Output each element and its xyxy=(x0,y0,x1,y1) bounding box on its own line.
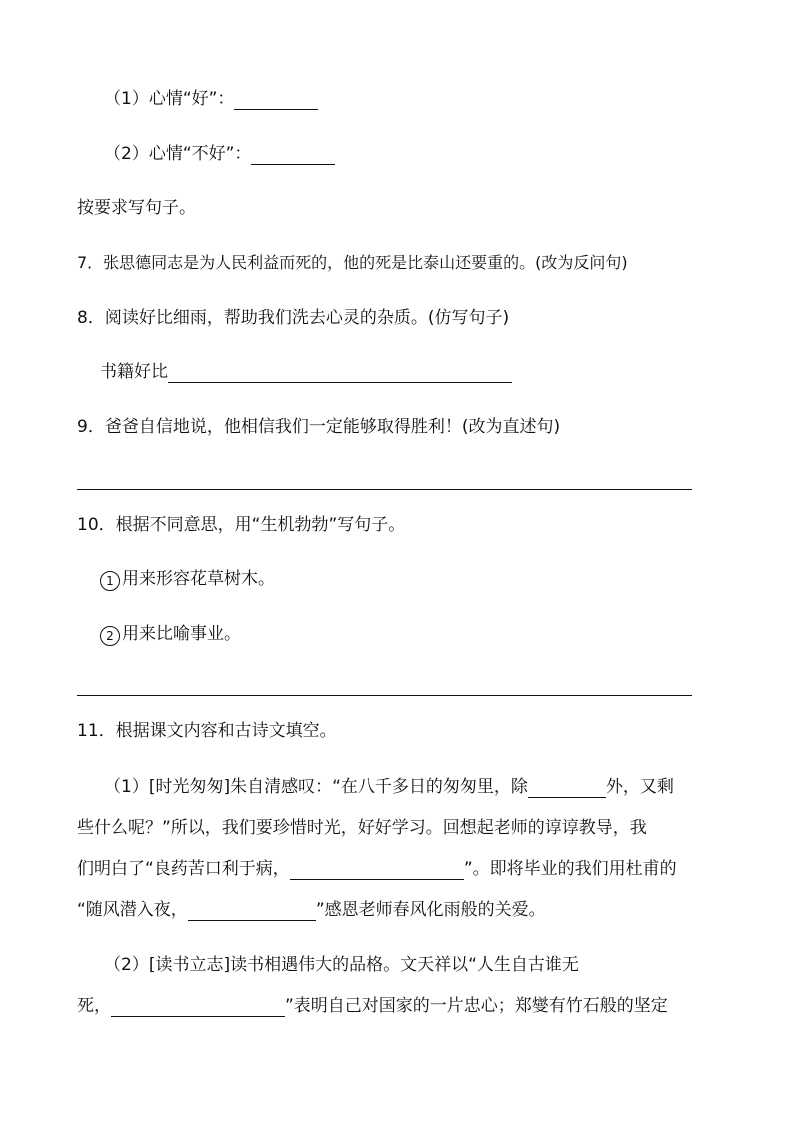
q6-item-2-blank[interactable] xyxy=(251,146,335,165)
section-title: 按要求写句子。 xyxy=(77,198,196,218)
q10-option-1 xyxy=(100,568,275,591)
q8-answer-blank[interactable] xyxy=(168,364,512,383)
q10-option-2-text: 用来比喻事业。 xyxy=(122,624,241,644)
q6-item-1-blank[interactable] xyxy=(234,91,318,110)
q11-part2-line2 xyxy=(77,995,668,1017)
question-11: 11．根据课文内容和古诗文填空。 xyxy=(77,721,337,741)
q9-answer-line[interactable] xyxy=(77,489,692,490)
q11-p2-l2a: 死， xyxy=(77,996,111,1016)
q11-blank-1[interactable] xyxy=(528,779,606,798)
q6-item-2-label: （2）心情“不好”： xyxy=(104,144,252,164)
q11-blank-3[interactable] xyxy=(188,902,316,921)
question-8: 8．阅读好比细雨，帮助我们洗去心灵的杂质。(仿写句子) xyxy=(77,308,510,328)
q10-option-2 xyxy=(100,623,241,646)
q6-item-1 xyxy=(104,88,318,110)
q10-option-1-mark: 1 xyxy=(100,571,120,591)
q11-part2-line1: （2）[读书立志]读书相遇伟大的品格。文天祥以“人生自古谁无 xyxy=(104,955,579,975)
q11-p1-l1b: 外，又剩 xyxy=(605,777,674,797)
q11-part1-line3 xyxy=(77,858,677,880)
q11-blank-4[interactable] xyxy=(111,998,285,1017)
question-9: 9．爸爸自信地说，他相信我们一定能够取得胜利！(改为直述句) xyxy=(77,417,561,437)
q11-p1-l4a: “随风潜入夜， xyxy=(77,900,188,920)
q11-part1-line2: 些什么呢？”所以，我们要珍惜时光，好好学习。回想起老师的谆谆教导，我 xyxy=(77,818,647,838)
q11-p2-l2b: ”表明自己对国家的一片忠心；郑燮有竹石般的坚定 xyxy=(285,996,668,1016)
q10-answer-line[interactable] xyxy=(77,695,692,696)
q11-p1-l4b: ”感恩老师春风化雨般的关爱。 xyxy=(315,900,546,920)
q8-answer-line xyxy=(100,361,512,383)
q6-item-1-label: （1）心情“好”： xyxy=(104,89,235,109)
q11-part1-line4 xyxy=(77,899,546,921)
q11-part1-line1 xyxy=(104,776,674,798)
q11-blank-2[interactable] xyxy=(290,861,464,880)
q11-p1-l3b: ”。即将毕业的我们用杜甫的 xyxy=(463,859,677,879)
q10-option-1-text: 用来形容花草树木。 xyxy=(122,569,275,589)
question-10: 10．根据不同意思，用“生机勃勃”写句子。 xyxy=(77,515,406,535)
q10-option-2-mark: 2 xyxy=(100,626,120,646)
q8-answer-prefix: 书籍好比 xyxy=(100,362,168,382)
q6-item-2 xyxy=(104,143,335,165)
q11-p1-l3a: 们明白了“良药苦口利于病， xyxy=(77,859,290,879)
question-7: 7．张思德同志是为人民利益而死的，他的死是比泰山还要重的。(改为反问句) xyxy=(77,253,628,272)
q11-p1-l1a: （1）[时光匆匆]朱自清感叹：“在八千多日的匆匆里，除 xyxy=(104,777,528,797)
